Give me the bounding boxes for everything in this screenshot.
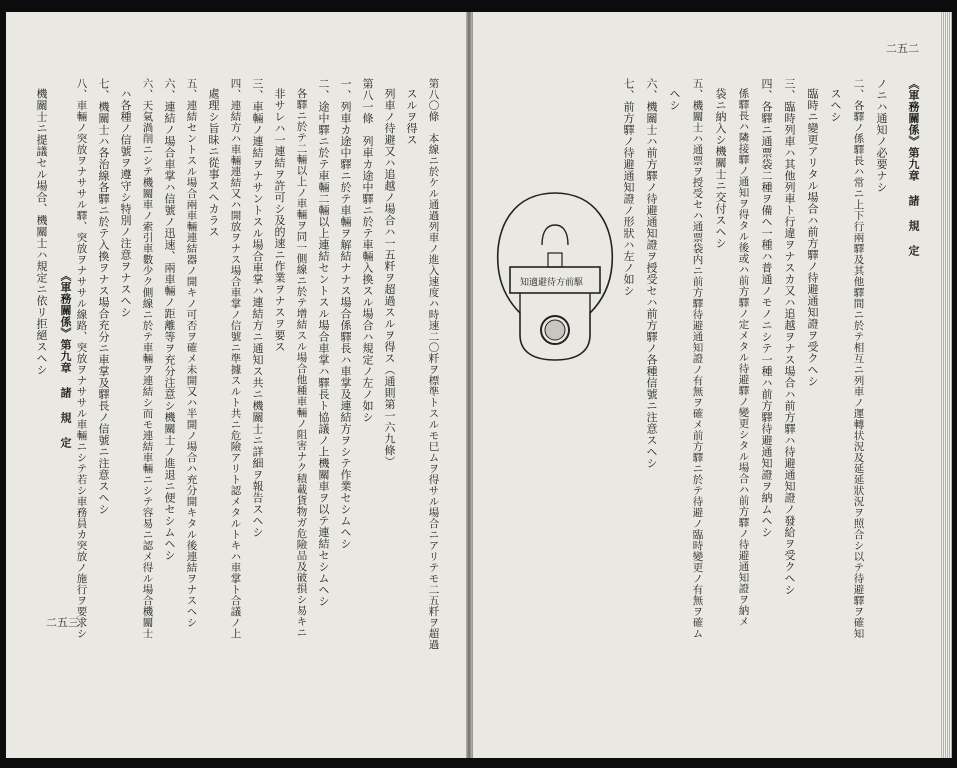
text-column: 袋ニ納入シ機關士ニ交付スヘシ [714, 88, 727, 249]
left-page-header: 《軍務關係》第九章 諸 規 定 [59, 270, 72, 449]
text-column: 二、各驛ノ係驛長ハ常ニ上下行兩驛及其他驛間ニ於テ相互ニ列車ノ運轉状況及延延狀況ヲ照合シ以テ待避驛ヲ確知 [852, 78, 865, 639]
text-column: 機關士ニ提議セル場合、機關士ハ規定ニ依リ拒絕スヘシ [35, 88, 48, 376]
book-gutter [466, 12, 472, 758]
text-column: 八、車輛ノ突放ヲナササル驛、突放ヲナササル線路、突放ヲナササル車輛ニシテ若シ車務員カ突放ノ施行ヲ要求シ [75, 78, 88, 639]
text-column: 非サレハ一連結ヲ許可シ及的速ニ作業ヲナスヲ要ス [273, 88, 286, 353]
text-column: 七、前方驛ノ待避通知證ノ形狀ハ左ノ如シ [622, 78, 635, 297]
text-column: 第八一條 列車カ途中驛ニ於テ車輛入換スル場合ハ規定ノ左ノ如シ [361, 78, 374, 423]
left-page-number: 二五三 [46, 616, 79, 629]
text-column: 三、臨時列車ハ其他列車ト行違ヲナスカ又ハ追越ヲナス場合ハ前方驛ハ待避通知證ノ發給ヲ受クヘシ [783, 78, 796, 596]
right-page-number: 二五二 [886, 42, 919, 55]
text-column: 係驛長ハ隣接驛ノ通知ヲ得タル後或ハ前方驛ノ定メタル待避驛ノ變更シタル場合ハ前方驛ノ待避通知證ヲ納メ [737, 88, 750, 627]
text-column: ヘシ [668, 88, 681, 111]
right-page-header: 《軍務關係》第九章 諸 規 定 [907, 78, 920, 257]
text-column: 臨時ニ變更アリタル場合ハ前方驛ノ待避通知證ヲ受クヘシ [806, 88, 819, 387]
text-column: 列車ノ待避又ハ追越ノ場合ハ一五粁ヲ超過スルヲ得ス（通則第一六九條） [383, 88, 396, 468]
text-column: 處理シ旨昧ニ從事スヘカラス [207, 88, 220, 238]
text-column: ハ各種ノ信號ヲ遵守シ特別ノ注意ヲナスヘシ [119, 88, 132, 318]
text-column: 五、連結セントスル場合兩車輛連結器ノ開キノ可否ヲ確メ未開又ハ半開ノ場合ハ充分開キタル後連結ヲナスヘシ [185, 78, 198, 628]
right-page [472, 12, 943, 758]
text-column: 六、連結ノ場合車掌ハ信號ノ迅速、兩車輛ノ距離等ヲ充分注意シ機關士ノ進退ニ便セシムヘシ [163, 78, 176, 561]
token-tag-label: 知適避待方前駆 [520, 278, 584, 288]
text-column: 第八〇條 本線ニ於ケル通過列車ノ進入速度ハ時速二〇粁ヲ標準トスルモ巳ムヲ得サル場合ニアリテモ二五粁ヲ超過 [427, 78, 440, 650]
text-column: 一、列車カ途中驛ニ於テ車輛ヲ解結ナナス場合係驛長ハ車掌及連結方ヲシテ作業セシムヘシ [339, 78, 352, 550]
text-column: 四、各驛ニ通票袋二種ヲ備ヘ一種ハ普通ノモノニシテ一種ハ前方驛待避通知證ヲ納ムヘシ [760, 78, 773, 538]
text-column: 七、機關士ハ各治線各驛ニ於テ入換ヲナス場合充分ニ車掌及驛長ノ信號ニ注意スヘシ [97, 78, 110, 515]
text-column: 四、連結方ハ車輛連結又ハ開放ヲナス場合車掌ノ信號ニ準據スルト共ニ危險アリト認メタルトキハ車掌ト合議ノ上 [229, 78, 242, 639]
text-column: スヘシ [829, 88, 842, 123]
text-column: 五、機關士ハ通票ヲ授受セハ通票袋内ニ前方驛待避通知證ノ有無ヲ確メ前方驛ニ於テ待避ノ臨時變更ノ有無ヲ確ム [691, 78, 704, 639]
text-column: スルヲ得ス [405, 88, 418, 146]
text-column: 六、天氣渦削ニシテ機關車ノ索引車數少ク側線ニ於テ車輛ヲ連結シ而モ連結車輛ニシテ容易ニ認メ得ル場合機關士 [141, 78, 154, 639]
waiting-notice-token-diagram [490, 185, 620, 365]
text-column: 六、機關士ハ前方驛ノ待避通知證ヲ授受セハ前方驛ノ各種信號ニ注意スヘシ [645, 78, 658, 469]
text-column: 三、車輛ノ連結ヲナサントスル場合車掌ハ連結方ニ通知ス共ニ機關士ニ詳細ヲ報告スヘシ [251, 78, 264, 538]
text-column: 各驛ニ於テ二輛以上ノ車輛ヲ同一側線ニ於テ增結スル場合他種車輛ノ阻害ナク積載貨物ガ危險品及破損シ易キニ [295, 88, 308, 638]
page-edges [940, 12, 952, 758]
text-column: 二、途中驛ニ於テ車輛二輛以上連結セントスル場合車掌ハ驛長ト協議ノ上機關車ヲ以テ連結セシムヘシ [317, 78, 330, 607]
text-column: ノニハ通知ノ必要ナシ [875, 78, 888, 193]
